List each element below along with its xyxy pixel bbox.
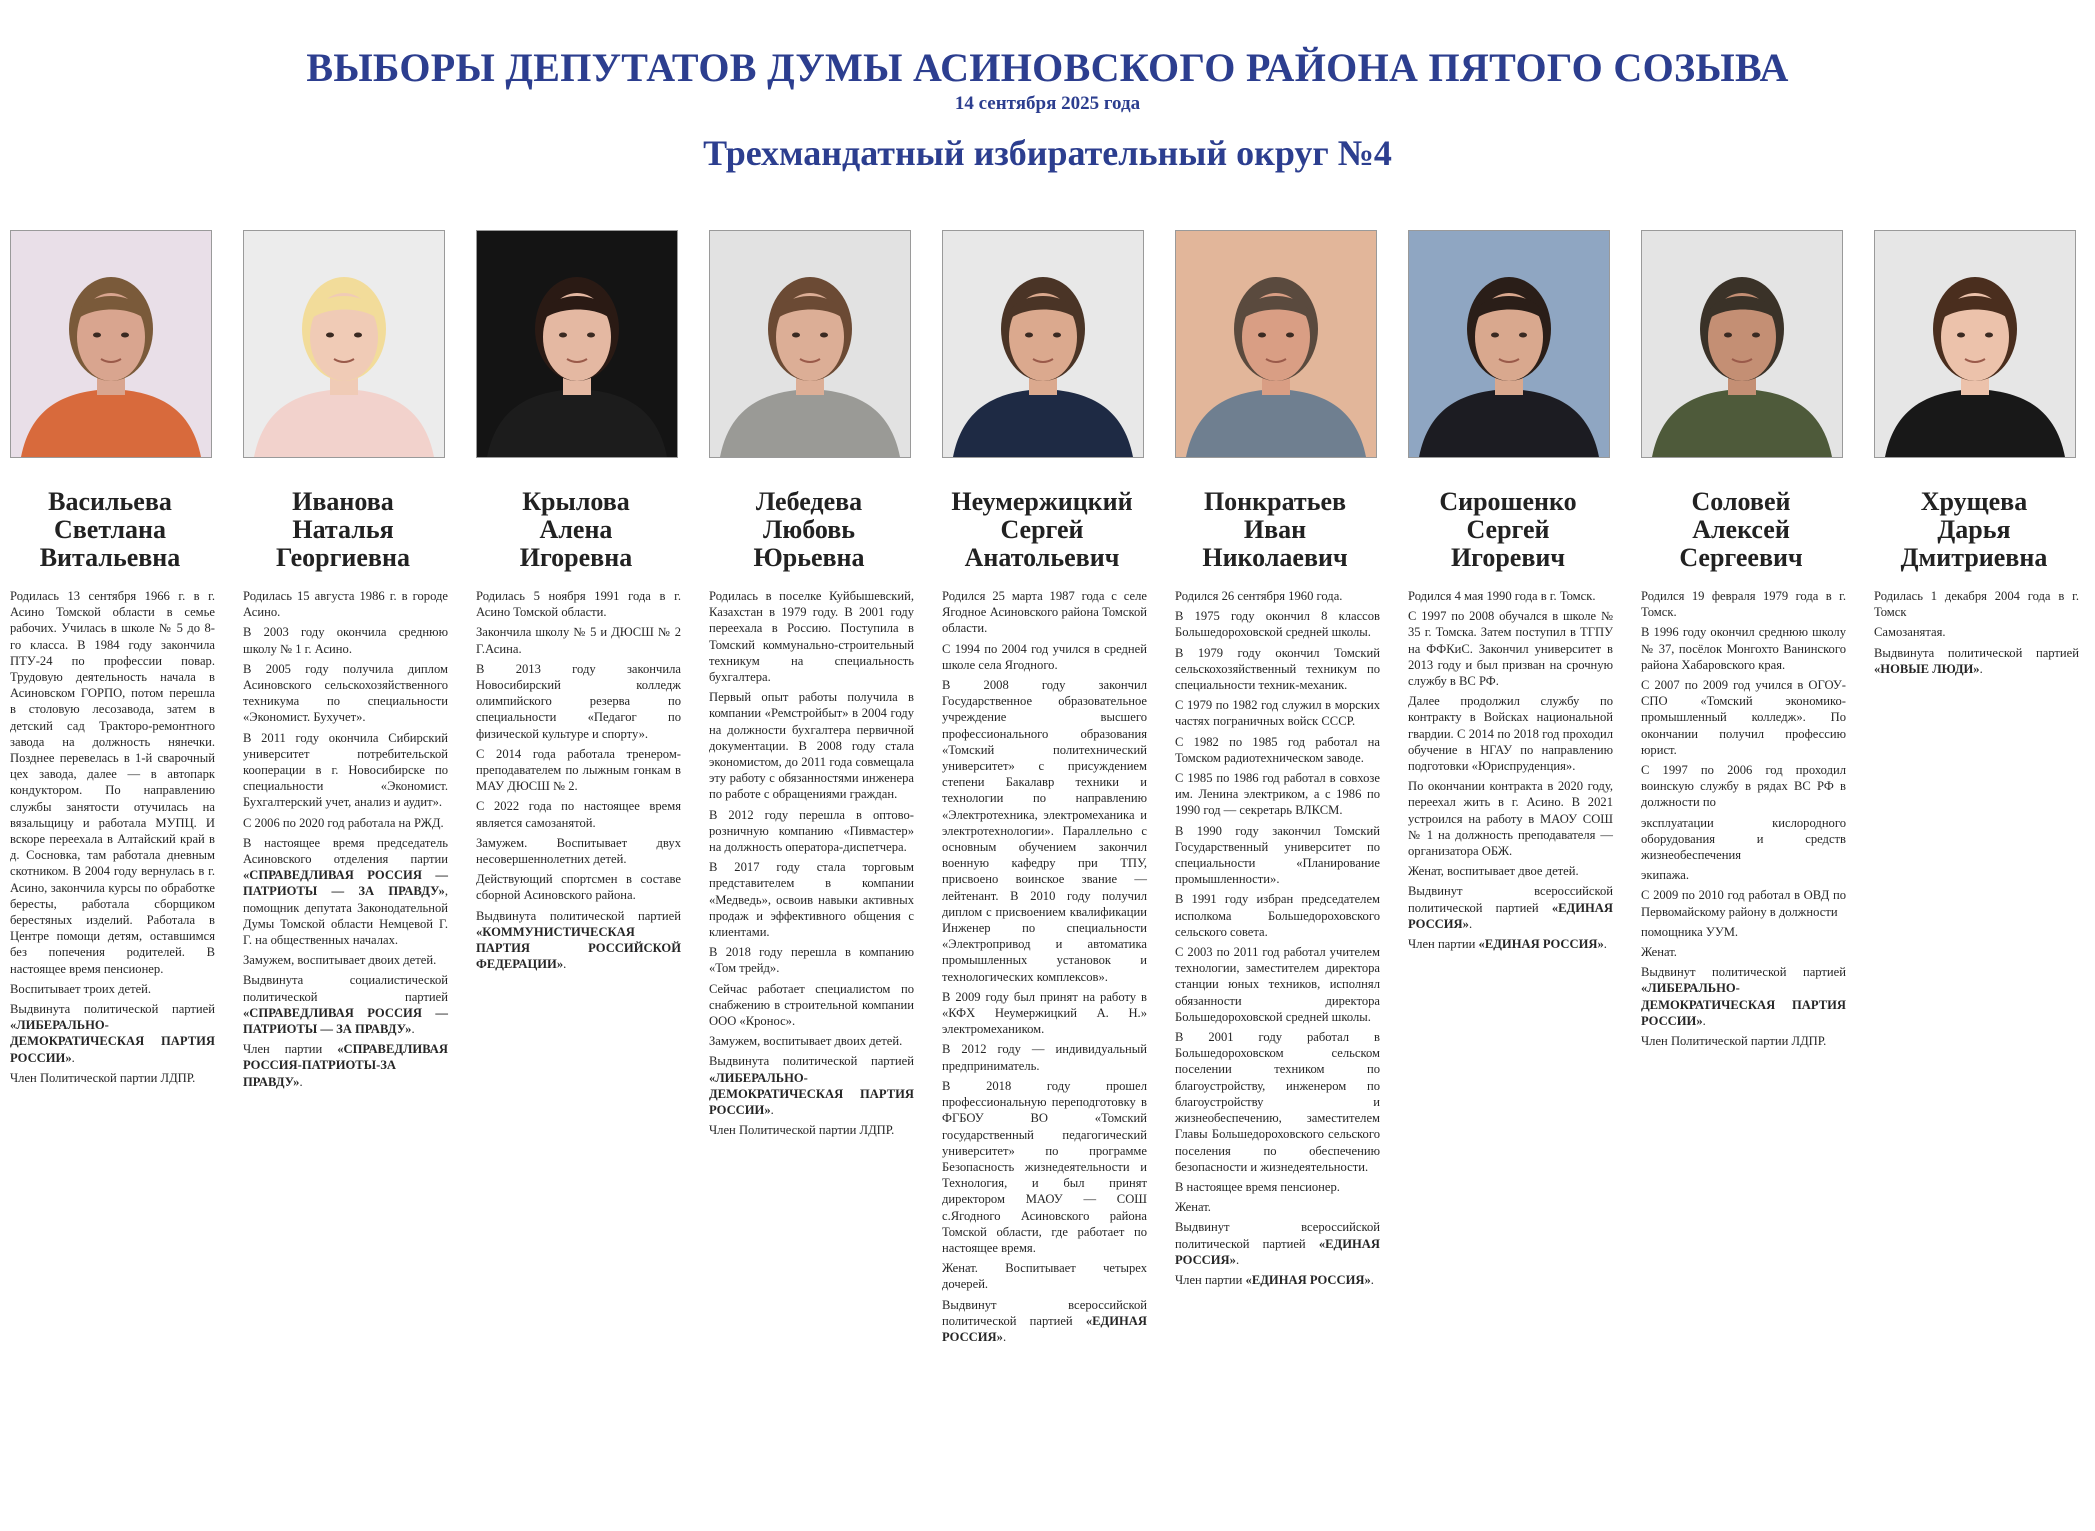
candidate-first: Дарья: [1937, 515, 2011, 544]
bio-paragraph: Член Политической партии ЛДПР.: [1641, 1034, 1827, 1049]
bio-paragraph: Родился 25 марта 1987 года с селе Ягодное Асиновского района Томской области.: [942, 589, 1147, 636]
bio-paragraph: В 2018 году перешла в компанию «Том трейд».: [709, 945, 914, 976]
candidate-surname: Васильева: [48, 487, 172, 516]
candidate-first: Алена: [539, 515, 613, 544]
bio-paragraph: В 2005 году получила диплом Асиновского сельскохозяйственного техникума по специальности «Экономист. Бухучет».: [243, 661, 448, 725]
bio-paragraph: В 2003 году окончила среднюю школу № 1 г. Асино.: [243, 625, 448, 656]
candidate-bio: [1408, 588, 1613, 952]
candidate-surname: Крылова: [522, 487, 630, 516]
portrait-image: [943, 231, 1143, 457]
bio-paragraph: В 1975 году окончил 8 классов Большедороховской средней школы.: [1175, 609, 1380, 640]
bio-paragraph: Родился 4 мая 1990 года в г. Томск.: [1408, 589, 1596, 603]
bio-paragraph: Женат, воспитывает двое детей.: [1408, 864, 1579, 879]
candidate-first: Сергей: [1000, 515, 1084, 544]
candidate-surname: Неумержицкий: [951, 487, 1133, 516]
bio-paragraph: С 2014 года работала тренером-преподавателем по лыжным гонкам в МАУ ДЮСШ № 2.: [476, 746, 681, 794]
candidate-first: Любовь: [762, 515, 856, 544]
candidate-surname: Лебедева: [755, 487, 863, 516]
candidate-patronymic: Анатольевич: [964, 543, 1120, 572]
candidate-card: [1641, 230, 1849, 1053]
candidate-photo: [1408, 230, 1610, 458]
candidate-patronymic: Игоревна: [519, 543, 633, 572]
bio-paragraph: В 1991 году избран председателем исполкома Большедороховского сельского совета.: [1175, 892, 1380, 939]
bio-paragraph: Замужем. Воспитывает двух несовершеннолетних детей.: [476, 835, 681, 867]
candidate-first: Светлана: [53, 515, 167, 544]
bio-paragraph: В 2011 году окончила Сибирский университет потребительской кооперации в г. Новосибирске по специальности «Экономист. Бухгалтерский учет, анализ и аудит».: [243, 730, 448, 810]
candidate-card: [476, 230, 684, 976]
candidate-card: [1874, 230, 2082, 681]
candidate-photo: [476, 230, 678, 458]
candidate-photo: [243, 230, 445, 458]
candidate-name: [1408, 488, 1608, 572]
bio-paragraph: Женат.: [1641, 945, 1677, 960]
bio-paragraph: помощника УУМ.: [1641, 924, 1739, 939]
bio-paragraph: Женат.: [1175, 1200, 1211, 1215]
bio-paragraph: С 1985 по 1986 год работал в совхозе им. Ленина электриком, а с 1986 по 1990 год — секретарь ВЛКСМ.: [1175, 771, 1380, 818]
candidate-name: [476, 488, 676, 572]
bio-paragraph: Родилась 13 сентября 1966 г. в г. Асино Томской области в семье рабочих. Училась в школе № 5 до 8-го класса. В 1984 году закончила ПТУ-24 по профессии повар. Трудовую деятельность начала в Асиновском ГОРПО, потом перешла в столовую лесозавода, затем в детский сад Тракторо-ремонтного завода на должность нянечки. Позднее перевелась в 1-й сварочный цех завода, далее — в автопарк кондуктором. По направлению службы занятости отучилась на вязальщицу и работала МУПЦ. И вскоре переехала в Алтайский край в д. Сосновка, там работала дневным скотником. В 2004 году вернулась в г. Асино, закончила курсы по обработке бересты, работала сборщиком берестяных изделий. Работала в Центре помощи детям, оставшимся без попечения родителей. В настоящее время пенсионер.: [10, 589, 215, 976]
candidate-name: [1874, 488, 2074, 572]
candidate-photo: [709, 230, 911, 458]
candidate-surname: Хрущева: [1920, 487, 2028, 516]
bio-paragraph: Выдвинут всероссийской политической партией «ЕДИНАЯ РОССИЯ».: [1408, 884, 1613, 931]
candidate-first: Иван: [1243, 515, 1307, 544]
portrait-image: [244, 231, 444, 457]
candidate-bio: [1175, 588, 1380, 1288]
bio-paragraph: Самозанятая.: [1874, 625, 1946, 640]
bio-paragraph: В 2013 году закончила Новосибирский колледж олимпийского резерва по специальности «Педагог по физической культуре и спорту».: [476, 661, 681, 741]
election-date: 14 сентября 2025 года: [954, 93, 1141, 114]
candidate-card: [942, 230, 1150, 1349]
bio-paragraph: По окончании контракта в 2020 году, переехал жить в г. Асино. В 2021 устроился на работу в МАОУ СОШ № 1 на должность преподавателя — организатора ОБЖ.: [1408, 779, 1613, 859]
bio-paragraph: В 1996 году окончил среднюю школу № 37, посёлок Монгохто Ванинского района Хабаровского края.: [1641, 625, 1846, 672]
candidate-bio: [243, 588, 448, 1090]
candidate-bio: [1641, 588, 1846, 1049]
bio-paragraph: С 1997 по 2008 обучался в школе № 35 г. Томска. Затем поступил в ТГПУ на ФФКиС. Закончил университет в 2013 году и был призван на срочную службу в ВС РФ.: [1408, 609, 1613, 689]
candidate-bio: [1874, 588, 2079, 677]
candidate-patronymic: Игоревич: [1450, 543, 1566, 572]
bio-paragraph: Выдвинута политической партией «ЛИБЕРАЛЬНО-ДЕМОКРАТИЧЕСКАЯ ПАРТИЯ РОССИИ».: [709, 1054, 914, 1118]
candidate-surname: Понкратьев: [1203, 487, 1347, 516]
bio-paragraph: В 2008 году закончил Государственное образовательное учреждение высшего профессионального образования «Томский политехнический университет» с присуждением степени Бакалавр техники и технологии по направлению «Электротехника, электромеханика и электротехнологии». Параллельно с основным обучением закончил военную кафедру при ТПУ, присвоено воинское звание — лейтенант. В 2010 году получил диплом с присвоением квалификации Инженер по специальности «Электропривод и автоматика промышленных установок и технологических комплексов».: [942, 678, 1147, 984]
bio-paragraph: Родилась в поселке Куйбышевский, Казахстан в 1979 году. В 2001 году переехала в Россию. Поступила в Томский коммунально-строительный техникум на специальность бухгалтера.: [709, 589, 914, 685]
bio-paragraph: Действующий спортсмен в составе сборной Асиновского района.: [476, 872, 681, 903]
bio-paragraph: Далее продолжил службу по контракту в Войсках национальной гвардии. С 2014 по 2018 год проходил обучение в НГАУ по направлению подготовки «Юриспруденция».: [1408, 694, 1613, 774]
candidate-card: [709, 230, 917, 1143]
portrait-image: [1176, 231, 1376, 457]
bio-paragraph: С 2003 по 2011 год работал учителем технологии, заместителем директора станции юных техников, исполнял обязанности директора Большедороховской средней школы.: [1175, 945, 1380, 1024]
portrait-image: [1409, 231, 1609, 457]
bio-paragraph: Замужем, воспитывает двоих детей.: [709, 1034, 903, 1049]
bio-paragraph: Выдвинута политической партией «НОВЫЕ ЛЮДИ».: [1874, 645, 2079, 676]
bio-paragraph: Замужем, воспитывает двоих детей.: [243, 953, 437, 968]
bio-paragraph: В 2017 году стала торговым представителем в компании «Медведь», освоив навыки активных продаж и эффективного общения с клиентами.: [709, 860, 914, 940]
candidate-photo: [942, 230, 1144, 458]
candidate-name: [10, 488, 210, 572]
bio-paragraph: Родился 26 сентября 1960 года.: [1175, 589, 1343, 603]
candidate-name: [942, 488, 1142, 572]
bio-paragraph: С 2006 по 2020 год работала на РЖД.: [243, 815, 444, 830]
candidate-card: [1175, 230, 1383, 1292]
district-title: Трехмандатный избирательный округ №4: [703, 133, 1392, 173]
bio-paragraph: Выдвинут политической партией «ЛИБЕРАЛЬНО-ДЕМОКРАТИЧЕСКАЯ ПАРТИЯ РОССИИ».: [1641, 965, 1846, 1028]
bio-paragraph: С 1994 по 2004 год учился в средней школе села Ягодного.: [942, 641, 1147, 672]
candidate-name: [243, 488, 443, 572]
candidate-photo: [1175, 230, 1377, 458]
bio-paragraph: Родился 19 февраля 1979 года в г. Томск.: [1641, 589, 1846, 620]
bio-paragraph: Член партии «ЕДИНАЯ РОССИЯ».: [1175, 1272, 1374, 1287]
bio-paragraph: Выдвинута политической партией «КОММУНИСТИЧЕСКАЯ ПАРТИЯ РОССИЙСКОЙ ФЕДЕРАЦИИ».: [476, 908, 681, 972]
bio-paragraph: Женат. Воспитывает четырех дочерей.: [942, 1261, 1147, 1292]
candidate-name: [709, 488, 909, 572]
bio-paragraph: В 1979 году окончил Томский сельскохозяйственный техникум по специальности техник-механик.: [1175, 645, 1380, 693]
bio-paragraph: Выдвинут всероссийской политической партией «ЕДИНАЯ РОССИЯ».: [942, 1297, 1147, 1344]
bio-paragraph: Родилась 1 декабря 2004 года в г. Томск: [1874, 589, 2079, 620]
candidate-card: [10, 230, 218, 1090]
candidate-bio: [709, 588, 914, 1139]
bio-paragraph: С 2022 года по настоящее время является самозанятой.: [476, 799, 681, 830]
candidate-surname: Соловей: [1691, 487, 1791, 516]
candidate-bio: [476, 588, 681, 972]
bio-paragraph: Родилась 5 ноября 1991 года в г. Асино Томской области.: [476, 589, 681, 620]
bio-paragraph: С 1997 по 2006 год проходил воинскую службу в рядах ВС РФ в должности по: [1641, 763, 1846, 810]
candidate-name: [1175, 488, 1375, 572]
candidate-bio: [10, 588, 215, 1086]
candidate-patronymic: Дмитриевна: [1900, 543, 2048, 572]
candidate-name: [1641, 488, 1841, 572]
bio-paragraph: В 2009 году был принят на работу в «КФХ Неумержицкий А. Н.» электромехаником.: [942, 989, 1147, 1037]
candidate-photo: [10, 230, 212, 458]
candidate-patronymic: Юрьевна: [753, 543, 865, 572]
portrait-image: [477, 231, 677, 457]
portrait-image: [1875, 231, 2075, 457]
bio-paragraph: эксплуатации кислородного оборудования и средств жизнеобеспечения: [1641, 815, 1846, 863]
bio-paragraph: Выдвинут всероссийской политической партией «ЕДИНАЯ РОССИЯ».: [1175, 1220, 1380, 1267]
bio-paragraph: Закончила школу № 5 и ДЮСШ № 2 Г.Асина.: [476, 625, 681, 656]
candidate-surname: Сирошенко: [1439, 487, 1577, 516]
candidate-patronymic: Георгиевна: [276, 543, 410, 572]
bio-paragraph: Первый опыт работы получила в компании «Ремстройбыт» в 2004 году на должности бухгалтера первичной документации. В 2008 году стала экономистом, до 2011 года совмещала эту работу с обязанностями инженера по работе с обращениями граждан.: [709, 690, 914, 802]
election-title: ВЫБОРЫ ДЕПУТАТОВ ДУМЫ АСИНОВСКОГО РАЙОНА ПЯТОГО СОЗЫВА: [306, 45, 1789, 90]
bio-paragraph: В настоящее время пенсионер.: [1175, 1179, 1340, 1194]
portrait-image: [1642, 231, 1842, 457]
candidate-patronymic: Витальевна: [39, 543, 181, 572]
bio-paragraph: В 2001 году работал в Большедороховском сельском поселении техником по благоустройству, инженером по благоустройству и жизнеобеспечению, заместителем Главы Большедороховского сельского поселения по обеспечению безопасности и жизнедеятельности.: [1175, 1030, 1380, 1174]
candidate-photo: [1641, 230, 1843, 458]
bio-paragraph: С 2007 по 2009 год учился в ОГОУ-СПО «Томский экономико-промышленный колледж». По окончании получил профессию юрист.: [1641, 678, 1846, 757]
candidate-card: [243, 230, 451, 1094]
portrait-image: [11, 231, 211, 457]
candidate-photo: [1874, 230, 2076, 458]
candidate-patronymic: Николаевич: [1202, 543, 1348, 572]
candidate-card: [1408, 230, 1616, 956]
bio-paragraph: Сейчас работает специалистом по снабжению в строительной компании ООО «Кронос».: [709, 981, 914, 1029]
bio-paragraph: Член партии «СПРАВЕДЛИВАЯ РОССИЯ-ПАТРИОТЫ-ЗА ПРАВДУ».: [243, 1042, 448, 1089]
bio-paragraph: С 1979 по 1982 год служил в морских частях пограничных войск СССР.: [1175, 698, 1380, 729]
bio-paragraph: В 1990 году закончил Томский Государственный университет по специальности «Планирование промышленности».: [1175, 823, 1380, 887]
bio-paragraph: В 2012 году перешла в оптово-розничную компанию «Пивмастер» на должность оператора-диспетчера.: [709, 807, 914, 855]
candidate-first: Сергей: [1466, 515, 1550, 544]
bio-paragraph: В 2018 году прошел профессиональную переподготовку в ФГБОУ ВО «Томский государственный педагогический университет» по программе Безопасность жизнедеятельности и Технология, и был принят директором МАОУ — СОШ с.Ягодного Асиновского района Томской области, где работает по настоящее время.: [942, 1078, 1147, 1255]
candidate-first: Наталья: [292, 515, 394, 544]
bio-paragraph: Член Политической партии ЛДПР.: [709, 1123, 895, 1138]
bio-paragraph: Выдвинута социалистической политической партией «СПРАВЕДЛИВАЯ РОССИЯ — ПАТРИОТЫ — ЗА ПРАВДУ».: [243, 973, 448, 1037]
bio-paragraph: С 2009 по 2010 год работал в ОВД по Первомайскому району в должности: [1641, 888, 1846, 919]
bio-paragraph: В настоящее время председатель Асиновского отделения партии «СПРАВЕДЛИВАЯ РОССИЯ — ПАТРИОТЫ — ЗА ПРАВДУ», помощник депутата Законодательной Думы Томской области Немцевой Г. Г. на общественных началах.: [243, 835, 448, 948]
bio-paragraph: Родилась 15 августа 1986 г. в городе Асино.: [243, 589, 448, 620]
bio-paragraph: В 2012 году — индивидуальный предприниматель.: [942, 1042, 1147, 1073]
bio-paragraph: Воспитывает троих детей.: [10, 981, 152, 996]
bio-paragraph: Член партии «ЕДИНАЯ РОССИЯ».: [1408, 937, 1607, 952]
bio-paragraph: экипажа.: [1641, 868, 1690, 883]
candidate-first: Алексей: [1692, 515, 1790, 544]
portrait-image: [710, 231, 910, 457]
bio-paragraph: С 1982 по 1985 год работал на Томском радиотехническом заводе.: [1175, 734, 1380, 765]
candidate-surname: Иванова: [292, 487, 394, 516]
candidate-patronymic: Сергеевич: [1679, 543, 1803, 572]
bio-paragraph: Выдвинута политической партией «ЛИБЕРАЛЬНО-ДЕМОКРАТИЧЕСКАЯ ПАРТИЯ РОССИИ».: [10, 1002, 215, 1065]
candidate-bio: [942, 588, 1147, 1345]
bio-paragraph: Член Политической партии ЛДПР.: [10, 1070, 196, 1085]
